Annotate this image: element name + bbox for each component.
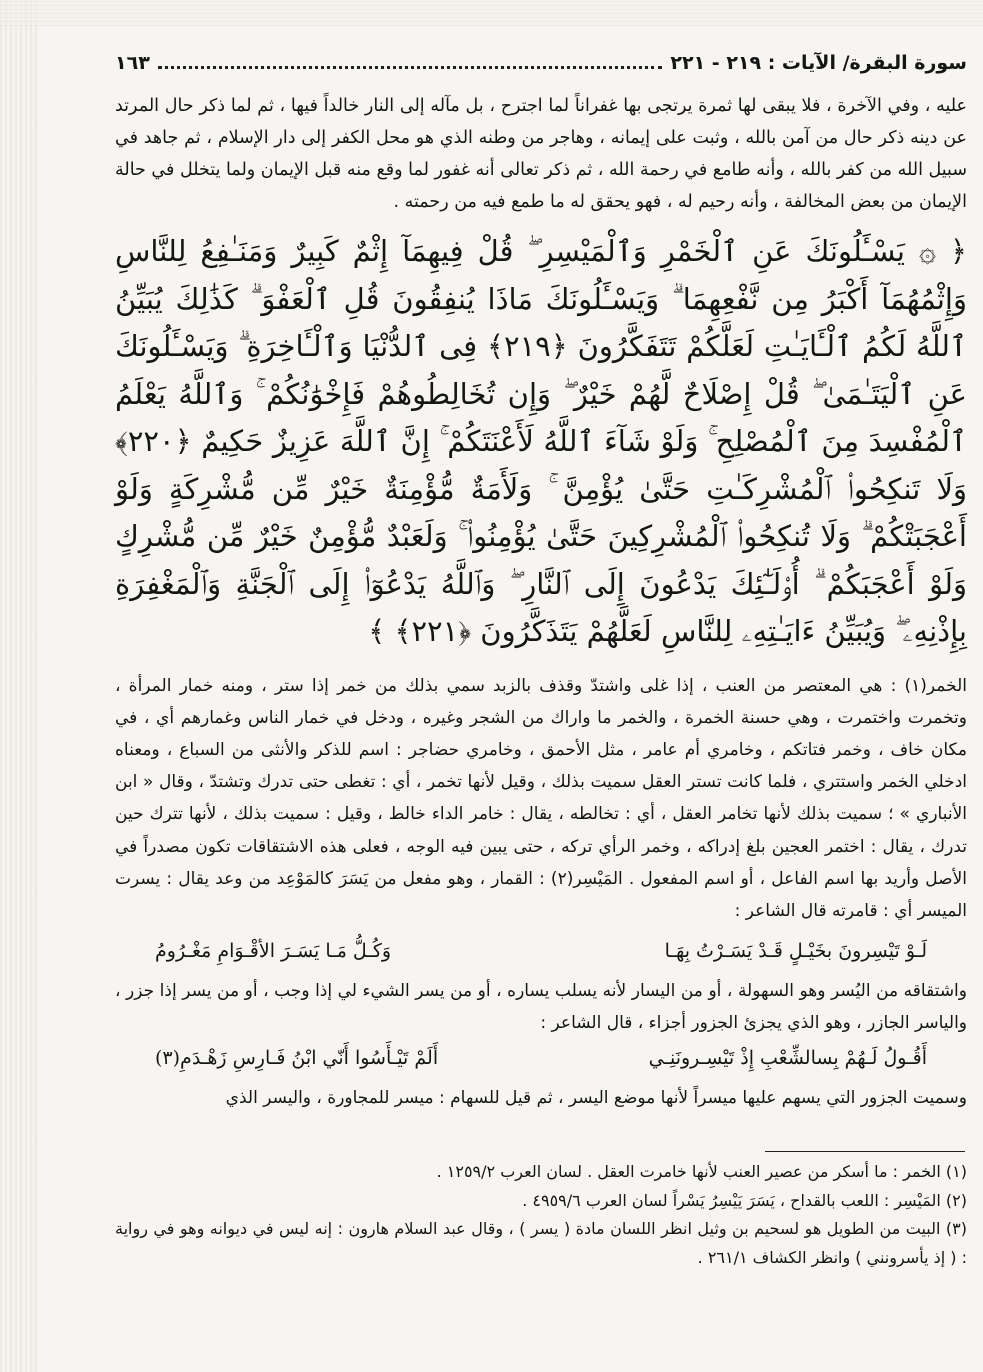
- footnote-3: (٣) البيت من الطويل هو لسحيم بن وثيل انظر اللسان مادة ( يسر ) ، وقال عبد السلام هارون : إنه ليس في ديوانه وهو في رواية : ( إذ يأسرونني ) وانظر الكشاف ٢٦١/١ .: [115, 1219, 967, 1267]
- explanation-jazur: وسميت الجزور التي يسهم عليها ميسراً لأنها موضع اليسر ، ثم قيل للسهام : ميسر للمجاورة ، واليسر الذي: [225, 1087, 967, 1108]
- running-header: [115, 52, 967, 86]
- poem-1-second-hemistich: وَكُـلُّ مَـا يَسَـرَ الأقْـوَامِ مَغْـرُومُ: [155, 940, 392, 963]
- header-dot-leader: [158, 52, 663, 69]
- commentary-paragraph: عليه ، وفي الآخرة ، فلا يبقى لها ثمرة يرتجى بها غفراناً لما اجترح ، بل مآله إلى النار خالداً فيها ، ثم لما ذكر حال المرتد عن دينه ذكر حال من آمن بالله ، وثبت على إيمانه ، وهاجر من وطنه الذي هو محل الكفر إلى دار الإسلام ، ثم جاهد في سبيل الله من كفر بالله ، وأنه طامع في رحمة الله ، ثم ذكر تعالى أنه غفور لما وقع منه قبل الإيمان ولما يتخلل في حالة الإيمان من بعض المخالفة ، وأنه رحيم له ، فهو يحقق له ما طمع فيه من رحمته .: [115, 96, 967, 212]
- scan-edge-top: [0, 0, 983, 26]
- quran-verses-block: [115, 228, 967, 656]
- footnote-1: (١) الخمر : ما أسكر من عصير العنب لأنها خامرت العقل . لسان العرب ١٢٥٩/٢ .: [436, 1162, 967, 1181]
- verse-221-marker: ﴿٢٢١﴾ ﴾: [368, 614, 472, 648]
- verse-220-marker: ﴿٢٢٠﴾: [115, 424, 192, 458]
- footnotes: [115, 1158, 967, 1272]
- surah-title: سورة البقرة/ الآيات : ٢١٩ - ٢٢١: [670, 52, 967, 74]
- verse-219-marker: ﴿٢١٩﴾: [487, 329, 568, 363]
- explanation-derivation: واشتقاقه من اليُسر وهو السهولة ، أو من اليسار لأنه يسلب يساره ، أو من يسر الشيء لي إذا وجب ، أو من يسر إذا جزر ، والياسر الجازر ، وهو الذي يجزئ الجزور أجزاء ، قال الشاعر :: [115, 981, 967, 1034]
- verse-221-text: وَلَا تَنكِحُوا۟ ٱلْمُشْرِكَـٰتِ حَتَّىٰ يُؤْمِنَّ ۚ وَلَأَمَةٌ مُّؤْمِنَةٌ خَيْرٌ مِّن مُّشْرِكَةٍ وَلَوْ أَعْجَبَتْكُمْ ۗ وَلَا تُنكِحُوا۟ ٱلْمُشْرِكِينَ حَتَّىٰ يُؤْمِنُوا۟ ۚ وَلَعَبْدٌ مُّؤْمِنٌ خَيْرٌ مِّن مُّشْرِكٍ وَلَوْ أَعْجَبَكُمْ ۗ أُو۟لَـٰٓئِكَ يَدْعُونَ إِلَى ٱلنَّارِ ۖ وَٱللَّهُ يَدْعُوٓا۟ إِلَى ٱلْجَنَّةِ وَٱلْمَغْفِرَةِ بِإِذْنِهِۦ ۖ وَيُبَيِّنُ ءَايَـٰتِهِۦ لِلنَّاسِ لَعَلَّهُمْ يَتَذَكَّرُونَ: [115, 471, 967, 648]
- poem-verse-1: [115, 933, 967, 969]
- poem-2-first-hemistich: أَقُـولُ لَـهُمْ بِسالشِّعْبِ إِذْ تَيْسِـرونَنِـي: [648, 1046, 927, 1069]
- scan-edge-left: [0, 0, 38, 1372]
- page-content: [115, 52, 967, 1114]
- verse-219-text: ﴿ ۞ يَسْـَٔلُونَكَ عَنِ ٱلْخَمْرِ وَٱلْمَيْسِرِ ۖ قُلْ فِيهِمَآ إِثْمٌ كَبِيرٌ وَمَنَـٰفِعُ لِلنَّاسِ وَإِثْمُهُمَآ أَكْبَرُ مِن نَّفْعِهِمَا ۗ وَيَسْـَٔلُونَكَ مَاذَا يُنفِقُونَ قُلِ ٱلْعَفْوَ ۗ كَذَٰلِكَ يُبَيِّنُ ٱللَّهُ لَكُمُ ٱلْـَٔايَـٰتِ لَعَلَّكُمْ تَتَفَكَّرُونَ: [115, 234, 968, 363]
- poem-2-second-hemistich: أَلَمْ تَيْـأَسُوا أَنّي ابْنُ فَـارِسِ زَهْـدَمِ(٣): [155, 1046, 439, 1069]
- page-number: ١٦٣: [115, 52, 150, 74]
- explanation-khamr-maysir: الخمر(١) : هي المعتصر من العنب ، إذا غلى واشتدّ وقذف بالزبد سمي بذلك من خمر إذا ستر ، ومنه خمار المرأة ، وتخمرت واختمرت ، وهي حسنة الخمرة ، والخمر ما واراك من الشجر وغيره ، ودخل في خمار الناس وغمارهم أي ، في مكان خاف ، وخمر فتاتكم ، وخامري أم عامر ، مثل الأحمق ، وخامري حضاجر : اسم للذكر والأنثى من السباع ، ومعناه ادخلي الخمر واستتري ، فلما كانت تستر العقل سميت بذلك ، وقيل لأنها تخمر ، أي : تغطى حتى تدرك وتشتدّ ، وقال « ابن الأنباري » ؛ سميت بذلك لأنها تخامر العقل ، أي : تخالطه ، يقال : خامر الداء خالط ، وقيل : سميت بذلك ، لأنها تترك حين تدرك ، يقال : اختمر العجين بلغ إدراكه ، وخمر الرأي تركه ، حتى يبين فيه الوجه ، فعلى هذه الاشتقاقات تكون مصدراً في الأصل وأريد بها اسم الفاعل ، أو اسم المفعول . المَيْسِر(٢) : القمار ، وهو مفعل من يَسَرَ كالمَوْعِد من وعد يقال : يسرت الميسر أي : قامرته قال الشاعر :: [115, 675, 967, 921]
- footnote-separator: [765, 1151, 965, 1152]
- footnote-2: (٢) المَيْسِر : اللعب بالقداح ، يَسَرَ يَيْسِرُ يَسْراً لسان العرب ٤٩٥٩/٦ .: [522, 1190, 967, 1210]
- poem-1-first-hemistich: لَـوْ تَيْسِرونَ بخَيْـلٍ قَـدْ يَسَـرْتُ بِهَـا: [664, 940, 927, 963]
- poem-verse-2: [115, 1040, 967, 1076]
- verse-220-text: فِى ٱلدُّنْيَا وَٱلْـَٔاخِرَةِ ۗ وَيَسْـَٔلُونَكَ عَنِ ٱلْيَتَـٰمَىٰ ۖ قُلْ إِصْلَاحٌ لَّهُمْ خَيْرٌ ۖ وَإِن تُخَالِطُوهُمْ فَإِخْوَٰنُكُمْ ۚ وَٱللَّهُ يَعْلَمُ ٱلْمُفْسِدَ مِنَ ٱلْمُصْلِحِ ۚ وَلَوْ شَآءَ ٱللَّهُ لَأَعْنَتَكُمْ ۚ إِنَّ ٱللَّهَ عَزِيزٌ حَكِيمٌ: [115, 329, 967, 458]
